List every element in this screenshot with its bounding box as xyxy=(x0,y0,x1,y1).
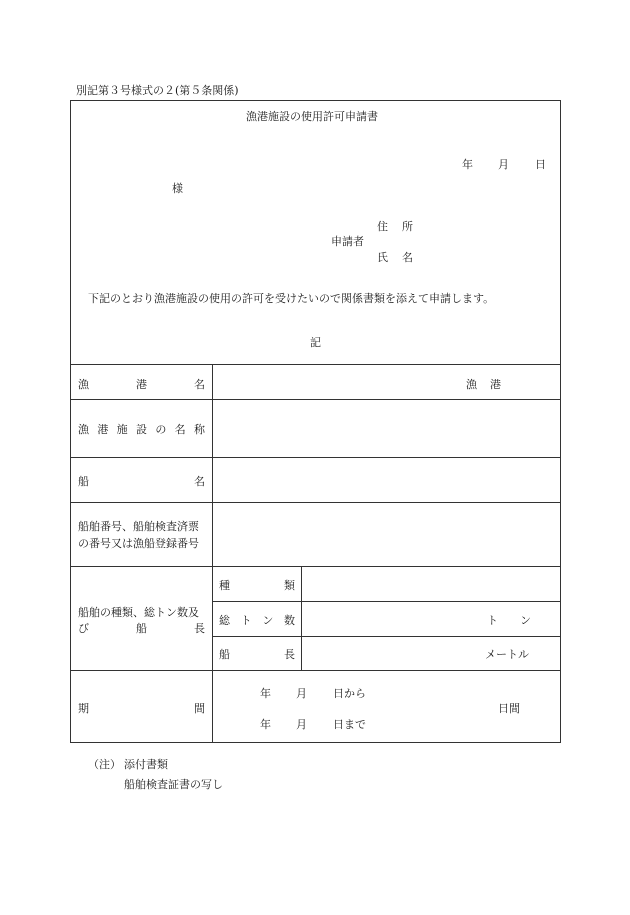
port-name-suffix: 漁 港 xyxy=(466,378,501,391)
ship-kind-field[interactable] xyxy=(304,568,559,599)
date-year-label: 年 xyxy=(462,158,473,171)
period-to-month: 月 xyxy=(296,718,307,731)
rule-facility-bottom xyxy=(70,457,561,458)
facility-name-field[interactable] xyxy=(215,401,559,455)
period-to-day: 日まで xyxy=(333,718,366,731)
rule-header-bottom xyxy=(70,364,561,365)
period-from-month: 月 xyxy=(296,687,307,700)
tonnage-unit: ト ン xyxy=(487,614,531,627)
ship-number-label-line2: の番号又は漁船登録番号 xyxy=(78,537,199,550)
ship-type-label-line2: び 船 長 xyxy=(78,622,205,635)
length-unit: メートル xyxy=(485,648,529,661)
applicant-name-char-2: 名 xyxy=(402,251,413,264)
rule-port-bottom xyxy=(70,399,561,400)
request-text: 下記のとおり漁港施設の使用の許可を受けたいので関係書類を添えて申請します。 xyxy=(88,292,495,305)
ship-number-label-line1: 船舶番号、船舶検査済票 xyxy=(78,520,199,533)
applicant-address-char-1: 住 xyxy=(377,220,388,233)
ship-name-label: 船 名 xyxy=(78,475,205,488)
ship-length-field[interactable] xyxy=(304,638,474,668)
gross-tonnage-label: 総 ト ン 数 xyxy=(219,614,295,627)
period-days-unit: 日間 xyxy=(498,702,520,715)
gross-tonnage-field[interactable] xyxy=(304,603,474,634)
applicant-address-char-2: 所 xyxy=(402,220,413,233)
period-field[interactable] xyxy=(215,672,559,741)
period-label: 期 間 xyxy=(78,702,205,715)
ship-kind-label: 種 類 xyxy=(219,579,295,592)
facility-name-label: 漁 港 施 設 の 名 称 xyxy=(78,423,205,436)
ship-type-label-line1: 船舶の種類、総トン数及 xyxy=(78,606,199,619)
rule-label-column xyxy=(212,364,213,743)
applicant-label: 申請者 xyxy=(331,235,364,248)
period-from-year: 年 xyxy=(260,687,271,700)
rule-sub-label-column xyxy=(301,566,302,670)
date-day-label: 日 xyxy=(535,158,546,171)
ki-label: 記 xyxy=(310,336,321,349)
addressee-suffix: 様 xyxy=(172,182,183,195)
rule-shipnumber-bottom xyxy=(70,566,561,567)
rule-shiptype-bottom xyxy=(70,670,561,671)
applicant-name-char-1: 氏 xyxy=(377,251,388,264)
date-month-label: 月 xyxy=(498,158,509,171)
ship-length-label: 船 長 xyxy=(219,648,295,661)
rule-shipname-bottom xyxy=(70,502,561,503)
port-name-label: 漁 港 名 xyxy=(78,378,205,391)
form-title: 漁港施設の使用許可申請書 xyxy=(246,110,378,123)
form-number: 別記第３号様式の２(第５条関係) xyxy=(76,84,239,97)
rule-kind-bottom xyxy=(212,601,561,602)
port-name-field[interactable] xyxy=(215,366,460,397)
note-label: （注） xyxy=(88,758,121,771)
ship-name-field[interactable] xyxy=(215,459,559,500)
rule-tonnage-bottom xyxy=(212,636,561,637)
ship-number-field[interactable] xyxy=(215,504,559,564)
period-to-year: 年 xyxy=(260,718,271,731)
note-item: 船舶検査証書の写し xyxy=(124,778,223,791)
note-heading: 添付書類 xyxy=(124,758,168,771)
period-from-day: 日から xyxy=(333,687,366,700)
